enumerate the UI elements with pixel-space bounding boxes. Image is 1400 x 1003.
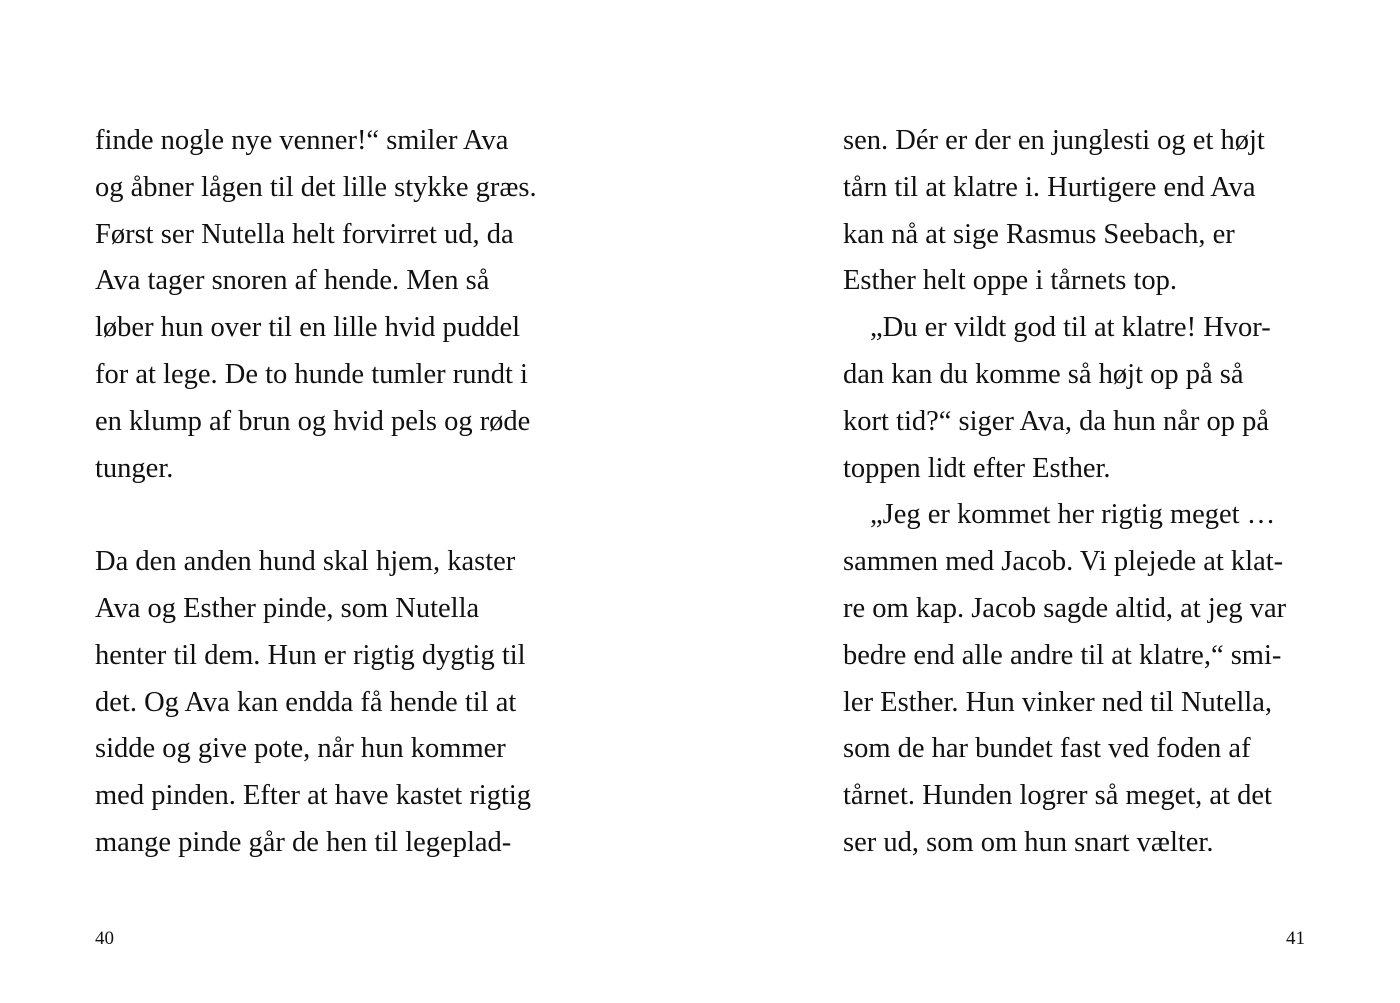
- text-line: som de har bundet fast ved foden af: [843, 733, 1251, 765]
- text-line: tårnet. Hunden logrer så meget, at det: [843, 780, 1272, 812]
- text-line: toppen lidt efter Esther.: [843, 452, 1111, 484]
- text-line: bedre end alle andre til at klatre,“ smi-: [843, 639, 1282, 671]
- text-line: ler Esther. Hun vinker ned til Nutella,: [843, 686, 1272, 718]
- text-line: kort tid?“ siger Ava, da hun når op på: [843, 405, 1270, 437]
- text-line: sidde og give pote, når hun kommer: [95, 733, 506, 765]
- text-line: Ava tager snoren af hende. Men så: [95, 265, 490, 297]
- right-page: [700, 0, 1400, 1003]
- text-line: mange pinde går de hen til legeplad-: [95, 826, 512, 858]
- left-page-text: [95, 118, 537, 867]
- text-line: Da den anden hund skal hjem, kaster: [95, 546, 516, 578]
- text-line: Esther helt oppe i tårnets top.: [843, 265, 1177, 297]
- text-line: re om kap. Jacob sagde altid, at jeg var: [843, 592, 1287, 624]
- text-line: ser ud, som om hun snart vælter.: [843, 826, 1214, 858]
- text-line: og åbner lågen til det lille stykke græs.: [95, 171, 537, 203]
- text-line: henter til dem. Hun er rigtig dygtig til: [95, 639, 526, 671]
- paragraph-break: [95, 492, 537, 539]
- text-line: sen. Dér er der en junglesti og et højt: [843, 125, 1265, 156]
- text-line: Ava og Esther pinde, som Nutella: [95, 592, 480, 624]
- page-number-left: 40: [95, 928, 114, 949]
- text-line: kan nå at sige Rasmus Seebach, er: [843, 218, 1235, 250]
- text-line: tårn til at klatre i. Hurtigere end Ava: [843, 171, 1256, 203]
- text-line: „Jeg er kommet her rigtig meget …: [870, 499, 1276, 531]
- text-line: tunger.: [95, 452, 174, 484]
- text-line: det. Og Ava kan endda få hende til at: [95, 686, 517, 718]
- text-line: „Du er vildt god til at klatre! Hvor-: [870, 312, 1271, 344]
- text-line: dan kan du komme så højt op på så: [843, 358, 1244, 390]
- text-line: finde nogle nye venner!“ smiler Ava: [95, 125, 509, 156]
- text-line: en klump af brun og hvid pels og røde: [95, 405, 531, 437]
- text-line: med pinden. Efter at have kastet rigtig: [95, 780, 532, 812]
- text-line: sammen med Jacob. Vi plejede at klat-: [843, 546, 1284, 578]
- page-number-right: 41: [1286, 928, 1305, 949]
- right-page-text: [843, 118, 1286, 867]
- text-line: løber hun over til en lille hvid puddel: [95, 312, 521, 344]
- text-line: for at lege. De to hunde tumler rundt i: [95, 358, 528, 390]
- text-line: Først ser Nutella helt forvirret ud, da: [95, 218, 514, 250]
